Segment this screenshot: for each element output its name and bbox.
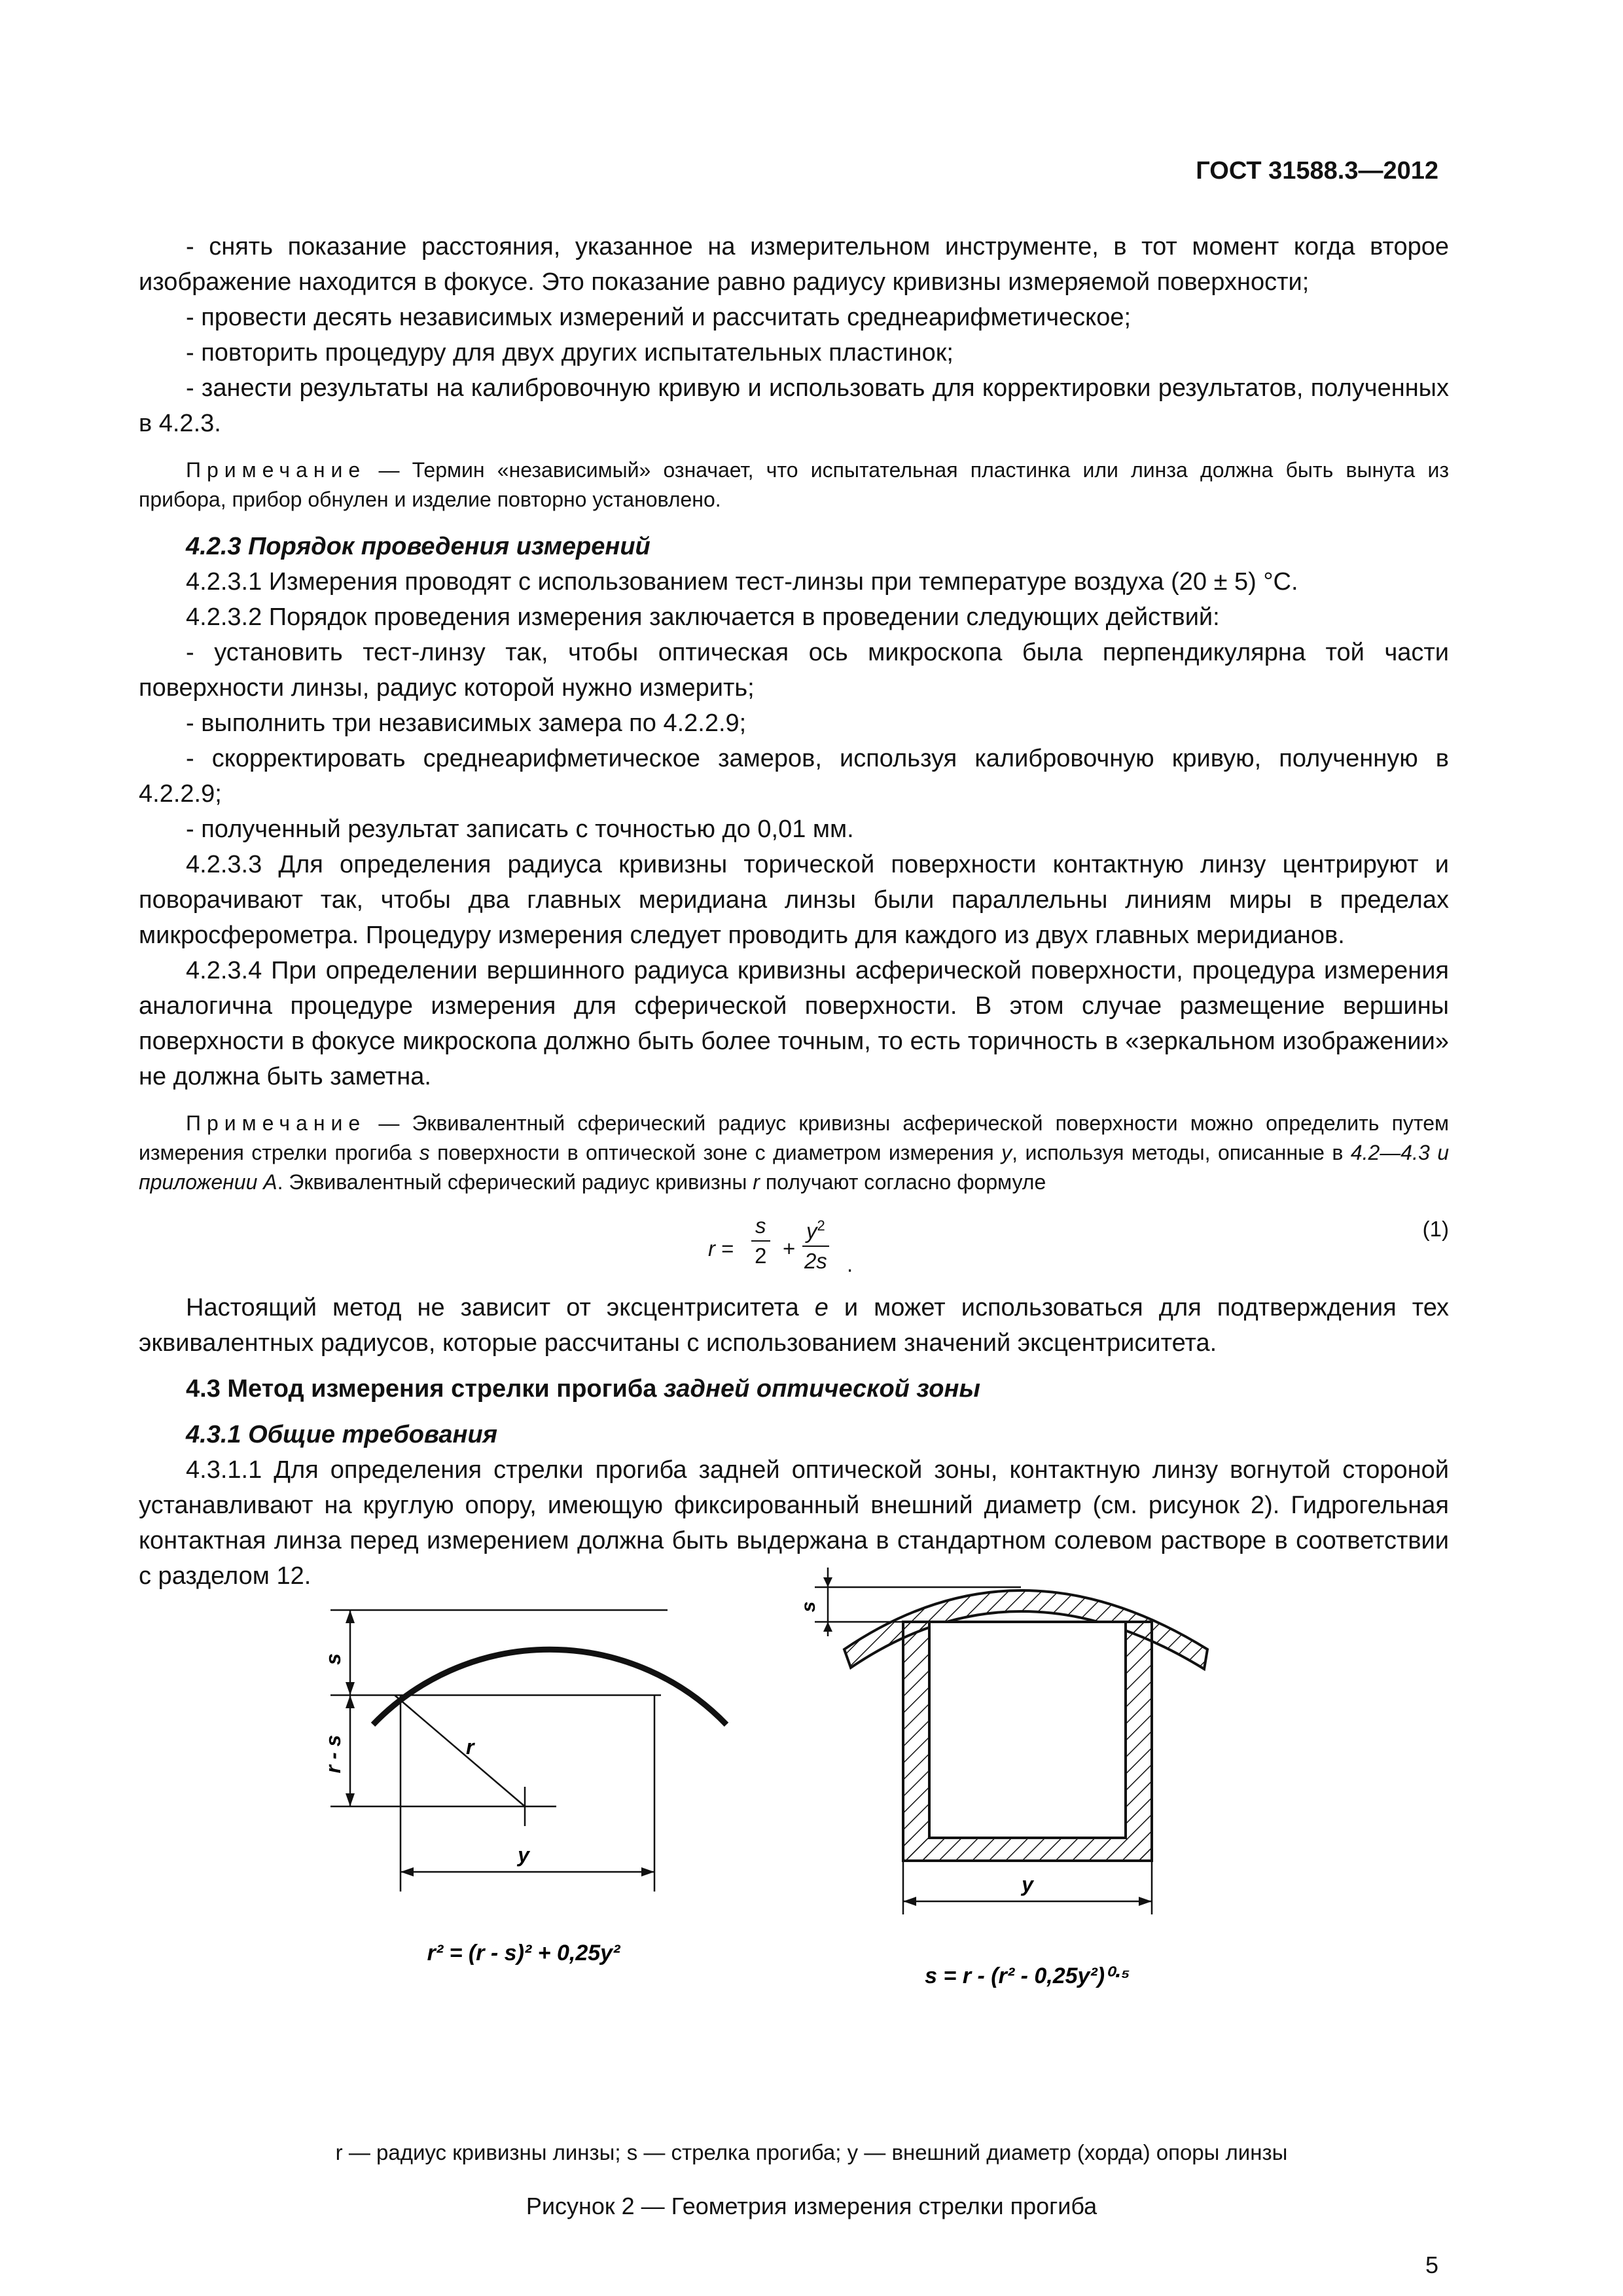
heading-part: 4.3 Метод измерения стрелки прогиба	[186, 1375, 664, 1403]
frac-num: y	[806, 1219, 817, 1243]
frac-num: s	[751, 1211, 770, 1242]
support-base	[904, 1839, 1150, 1859]
paragraph: - выполнить три независимых замера по 4.2.2.9;	[186, 709, 747, 737]
paragraph: - снять показание расстояния, указанное на измерительном инструменте, в тот момент когда второе изображение находится в фокусе. Это показание равно радиусу кривизны измеряемой поверхности;	[139, 233, 1449, 296]
note-label: Примечание	[186, 458, 366, 482]
arrow-head	[823, 1622, 832, 1632]
frac-den: 2	[755, 1244, 767, 1268]
left-diagram	[321, 1610, 726, 1965]
note-label: Примечание	[186, 1111, 366, 1135]
arrow-head	[346, 1682, 355, 1695]
formula-var: r	[708, 1236, 715, 1261]
note-text: — Термин «независимый» означает, что испытательная пластинка или линза должна быть вынута из прибора, прибор обнулен и изделие повторно установлено.	[139, 458, 1449, 511]
support-inner	[929, 1622, 1126, 1838]
formula-end: .	[847, 1252, 853, 1276]
note-text: — Эквивалентный сферический радиус кривизны асферической поверхности можно определить путем измерения стрелки прогиба	[139, 1111, 1449, 1164]
paragraph: - установить тест-линзу так, чтобы оптическая ось микроскопа была перпендикулярна той части поверхности линзы, радиус которой нужно измерить;	[139, 639, 1449, 702]
paragraph: 4.2.3.1 Измерения проводят с использованием тест-линзы при температуре воздуха (20 ± 5) °С.	[186, 568, 1298, 596]
note-ref: 4.2—4.3 и приложении А	[139, 1141, 1450, 1194]
figure-caption: r — радиус кривизны линзы; s — стрелка прогиба; y — внешний диаметр (хорда) опоры линзы	[335, 2140, 1288, 2164]
paragraph: - повторить процедуру для двух других испытательных пластинок;	[186, 339, 954, 367]
paragraph: - провести десять независимых измерений и рассчитать среднеарифметическое;	[186, 304, 1132, 331]
label-y: y	[518, 1843, 529, 1867]
note-text: , используя методы, описанные в	[1012, 1141, 1351, 1164]
page-number: 5	[1425, 2251, 1438, 2278]
arrow-head	[346, 1793, 355, 1806]
formula-eq: =	[721, 1236, 734, 1261]
radius-line	[395, 1695, 525, 1806]
label-r-minus-s: r - s	[321, 1734, 345, 1774]
paragraph: 4.2.3.4 При определении вершинного радиуса кривизны асферической поверхности, процедура измерения аналогична процедуре измерения для сферической поверхности. В этом случае размещение вершины поверхности в фокусе микроскопа должно быть более точным, то есть торичность в «зеркальном изображении» не должна быть заметна.	[139, 957, 1449, 1090]
note-text: получают согласно формуле	[759, 1170, 1046, 1194]
formula-number: (1)	[1422, 1217, 1449, 1241]
label-r: r	[466, 1735, 474, 1759]
paragraph: 4.3.1.1 Для определения стрелки прогиба задней оптической зоны, контактную линзу вогнутой стороной устанавливают на круглую опору, имеющую фиксированный внешний диаметр (см. рисунок 2). Гидрогельная контактная линза перед измерением должна быть выдержана в стандартном солевом растворе в соответствии с разделом 12.	[139, 1456, 1449, 1590]
arrow-head	[903, 1897, 916, 1906]
paragraph: - занести результаты на калибровочную кривую и использовать для корректировки результатов, полученных в 4.2.3.	[139, 374, 1449, 437]
arrow-head	[346, 1695, 355, 1708]
arrow-head	[641, 1867, 654, 1876]
heading-4-3-1: 4.3.1 Общие требования	[186, 1421, 498, 1448]
arrow-head	[401, 1867, 414, 1876]
frac-exp: 2	[817, 1217, 825, 1234]
lens-arc	[373, 1649, 726, 1725]
arrow-head	[346, 1610, 355, 1623]
frac-den: 2s	[804, 1249, 827, 1273]
paragraph: - скорректировать среднеарифметическое замеров, используя калибровочную кривую, полученную в 4.2.2.9;	[139, 745, 1449, 808]
figure-title: Рисунок 2 — Геометрия измерения стрелки прогиба	[526, 2193, 1097, 2219]
right-formula: s = r - (r² - 0,25y²)⁰·⁵	[925, 1964, 1130, 1988]
heading-4-2-3: 4.2.3 Порядок проведения измерений	[186, 533, 651, 560]
left-formula: r² = (r - s)² + 0,25y²	[427, 1941, 620, 1965]
label-s: s	[321, 1653, 345, 1665]
standard-code: ГОСТ 31588.3—2012	[1196, 157, 1438, 185]
note-var: y	[1001, 1141, 1012, 1164]
heading-part: задней оптической зоны	[664, 1375, 980, 1403]
text-var: е	[814, 1294, 829, 1321]
label-y: y	[1022, 1873, 1033, 1896]
label-s: s	[798, 1601, 819, 1613]
note-text: . Эквивалентный сферический радиус кривизны	[277, 1170, 753, 1194]
paragraph: - полученный результат записать с точностью до 0,01 мм.	[186, 816, 854, 843]
note-var: r	[753, 1170, 760, 1194]
paragraph: 4.2.3.2 Порядок проведения измерения заключается в проведении следующих действий:	[186, 603, 1220, 631]
text: Настоящий метод не зависит от эксцентриситета	[186, 1294, 815, 1321]
support-wall-right	[1127, 1623, 1150, 1859]
arrow-head	[1139, 1897, 1152, 1906]
formula-plus: +	[783, 1236, 796, 1261]
text: и может использоваться для подтверждения тех эквивалентных радиусов, которые рассчитаны с использованием значений эксцентриситета.	[139, 1294, 1449, 1357]
right-diagram	[798, 1568, 1207, 1988]
note-text: поверхности в оптической зоне с диаметром измерения	[429, 1141, 1002, 1164]
note-var: s	[419, 1141, 430, 1164]
arrow-head	[823, 1577, 832, 1587]
support-wall-left	[904, 1623, 928, 1859]
paragraph: 4.2.3.3 Для определения радиуса кривизны торической поверхности контактную линзу центрируют и поворачивают так, чтобы два главных меридиана линзы были параллельны линиям миры в пределах микросферометра. Процедуру измерения следует проводить для каждого из двух главных меридианов.	[139, 851, 1449, 949]
